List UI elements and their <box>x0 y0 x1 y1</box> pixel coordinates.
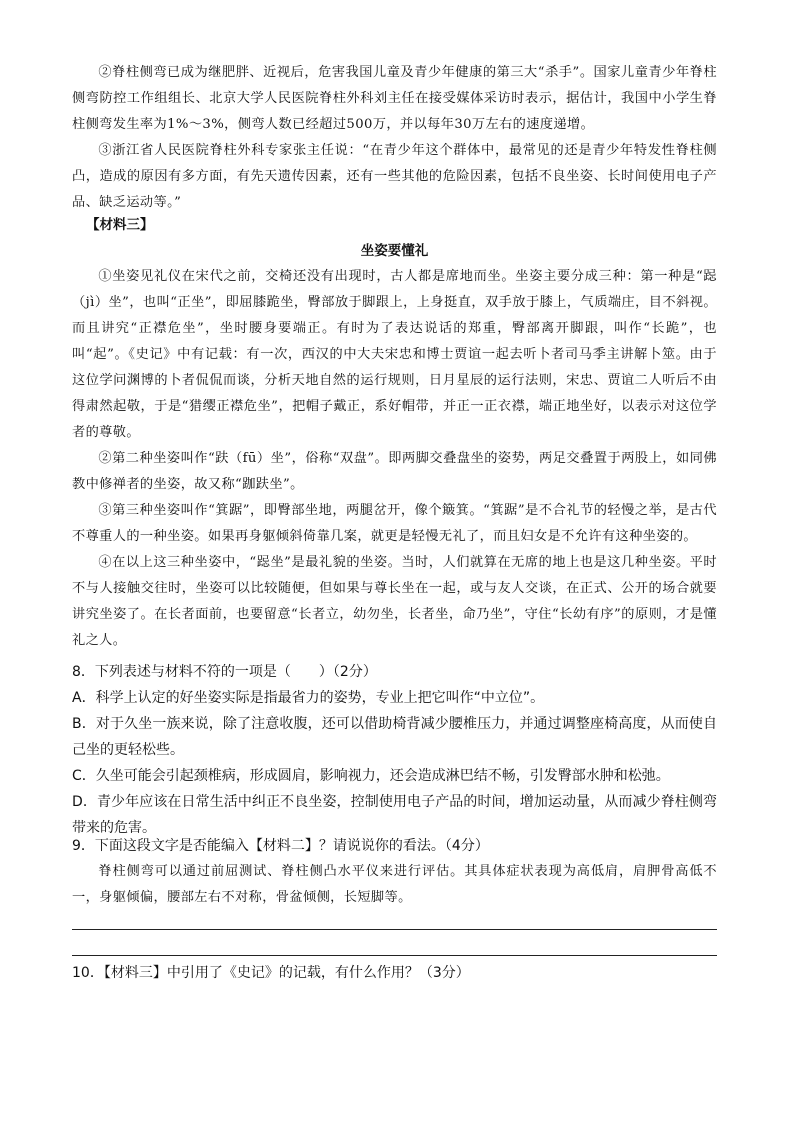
material3-paragraph-1: ①坐姿见礼仪在宋代之前，交椅还没有出现时，古人都是席地而坐。坐姿主要分成三种：第一种是“跽（jì）坐”，也叫“正坐”，即屈膝跪坐，臀部放于脚跟上，上身挺直，双手放于膝上，气质端庄，目不斜视。而且讲究“正襟危坐”，坐时腰身要端正。有时为了表达说话的郑重，臀部离开脚跟，叫作“长跪”，也叫“起”。《史记》中有记载：有一次，西汉的中大夫宋忠和博士贾谊一起去听卜者司马季主讲解卜筮。由于这位学问渊博的卜者侃侃而谈，分析天地自然的运行规则，日月星辰的运行法则，宋忠、贾谊二人听后不由得肃然起敬，于是“猎缨正襟危坐”，把帽子戴正，系好帽带，并正一正衣襟，端正地坐好，以表示对这位学者的尊敬。 <box>72 269 717 440</box>
material2-paragraph-2: ②脊柱侧弯已成为继肥胖、近视后，危害我国儿童及青少年健康的第三大“杀手”。国家儿童青少年脊柱侧弯防控工作组组长、北京大学人民医院脊柱外科刘主任在接受媒体采访时表示，据估计，我国中小学生脊柱侧弯发生率为1%～3%，侧弯人数已经超过500万，并以每年30万左右的速度递增。 <box>72 65 717 132</box>
material3-title: 坐姿要懂礼 <box>360 243 429 259</box>
material2-section <box>72 60 717 216</box>
material2-paragraph-3: ③浙江省人民医院脊柱外科专家张主任说：“在青少年这个群体中，最常见的还是青少年特发性脊柱侧凸，造成的原因有多方面，有先天遗传因素，还有一些其他的危险因素，包括不良坐姿、长时间使用电子产品、缺乏运动等。” <box>72 143 717 210</box>
question-10-stem: 10．【材料三】中引用了《史记》的记载，有什么作用？（3分） <box>72 965 470 981</box>
material3-heading: 【材料三】 <box>86 217 154 233</box>
question-9 <box>72 833 717 911</box>
material3-paragraph-2: ②第二种坐姿叫作“趺（fū）坐”，俗称“双盘”。即两脚交叠盘坐的姿势，两足交叠置于两股上，如同佛教中修禅者的坐姿，故又称“跏趺坐”。 <box>72 451 717 492</box>
material3-paragraph-3: ③第三种坐姿叫作“箕踞”，即臀部坐地，两腿岔开，像个簸箕。“箕踞”是不合礼节的轻慢之举，是古代不尊重人的一种坐姿。如果再身躯倾斜倚靠几案，就更是轻慢无礼了，而且妇女是不允许有这种坐姿的。 <box>72 503 717 544</box>
answer-line-1 <box>72 929 717 930</box>
material3-section <box>72 212 717 654</box>
question-8-stem: 8．下列表述与材料不符的一项是（ ）（2分） <box>72 664 377 680</box>
material3-paragraph-4: ④在以上这三种坐姿中，“跽坐”是最礼貌的坐姿。当时，人们就算在无席的地上也是这几种坐姿。平时不与人接触交往时，坐姿可以比较随便，但如果与尊长坐在一起，或与友人交谈，在正式、公开的场合就要讲究坐姿了。在长者面前，也要留意“长者立，幼勿坐，长者坐，命乃坐”，守住“长幼有序”的原则，才是懂礼之人。 <box>72 555 717 648</box>
question-9-stem: 9．下面这段文字是否能编入【材料二】？请说说你的看法。（4分） <box>72 838 489 854</box>
question-8-option-d: D．青少年应该在日常生活中纠正不良坐姿，控制使用电子产品的时间，增加运动量，从而减少脊柱侧弯带来的危害。 <box>72 794 717 836</box>
question-10 <box>72 960 717 986</box>
question-8-option-c: C．久坐可能会引起颈椎病，形成圆肩，影响视力，还会造成淋巴结不畅，引发臀部水肿和松弛。 <box>72 768 670 784</box>
question-8-option-b: B．对于久坐一族来说，除了注意收腹，还可以借助椅背减少腰椎压力，并通过调整座椅高度，从而使自己坐的更轻松些。 <box>72 716 717 758</box>
question-8 <box>72 659 717 841</box>
answer-line-2 <box>72 955 717 956</box>
question-8-option-a: A．科学上认定的好坐姿实际是指最省力的姿势，专业上把它叫作“中立位”。 <box>72 690 545 706</box>
question-9-passage: 脊柱侧弯可以通过前屈测试、脊柱侧凸水平仪来进行评估。其具体症状表现为高低肩，肩胛骨高低不一，身躯倾偏，腰部左右不对称，骨盆倾侧，长短脚等。 <box>72 864 717 905</box>
